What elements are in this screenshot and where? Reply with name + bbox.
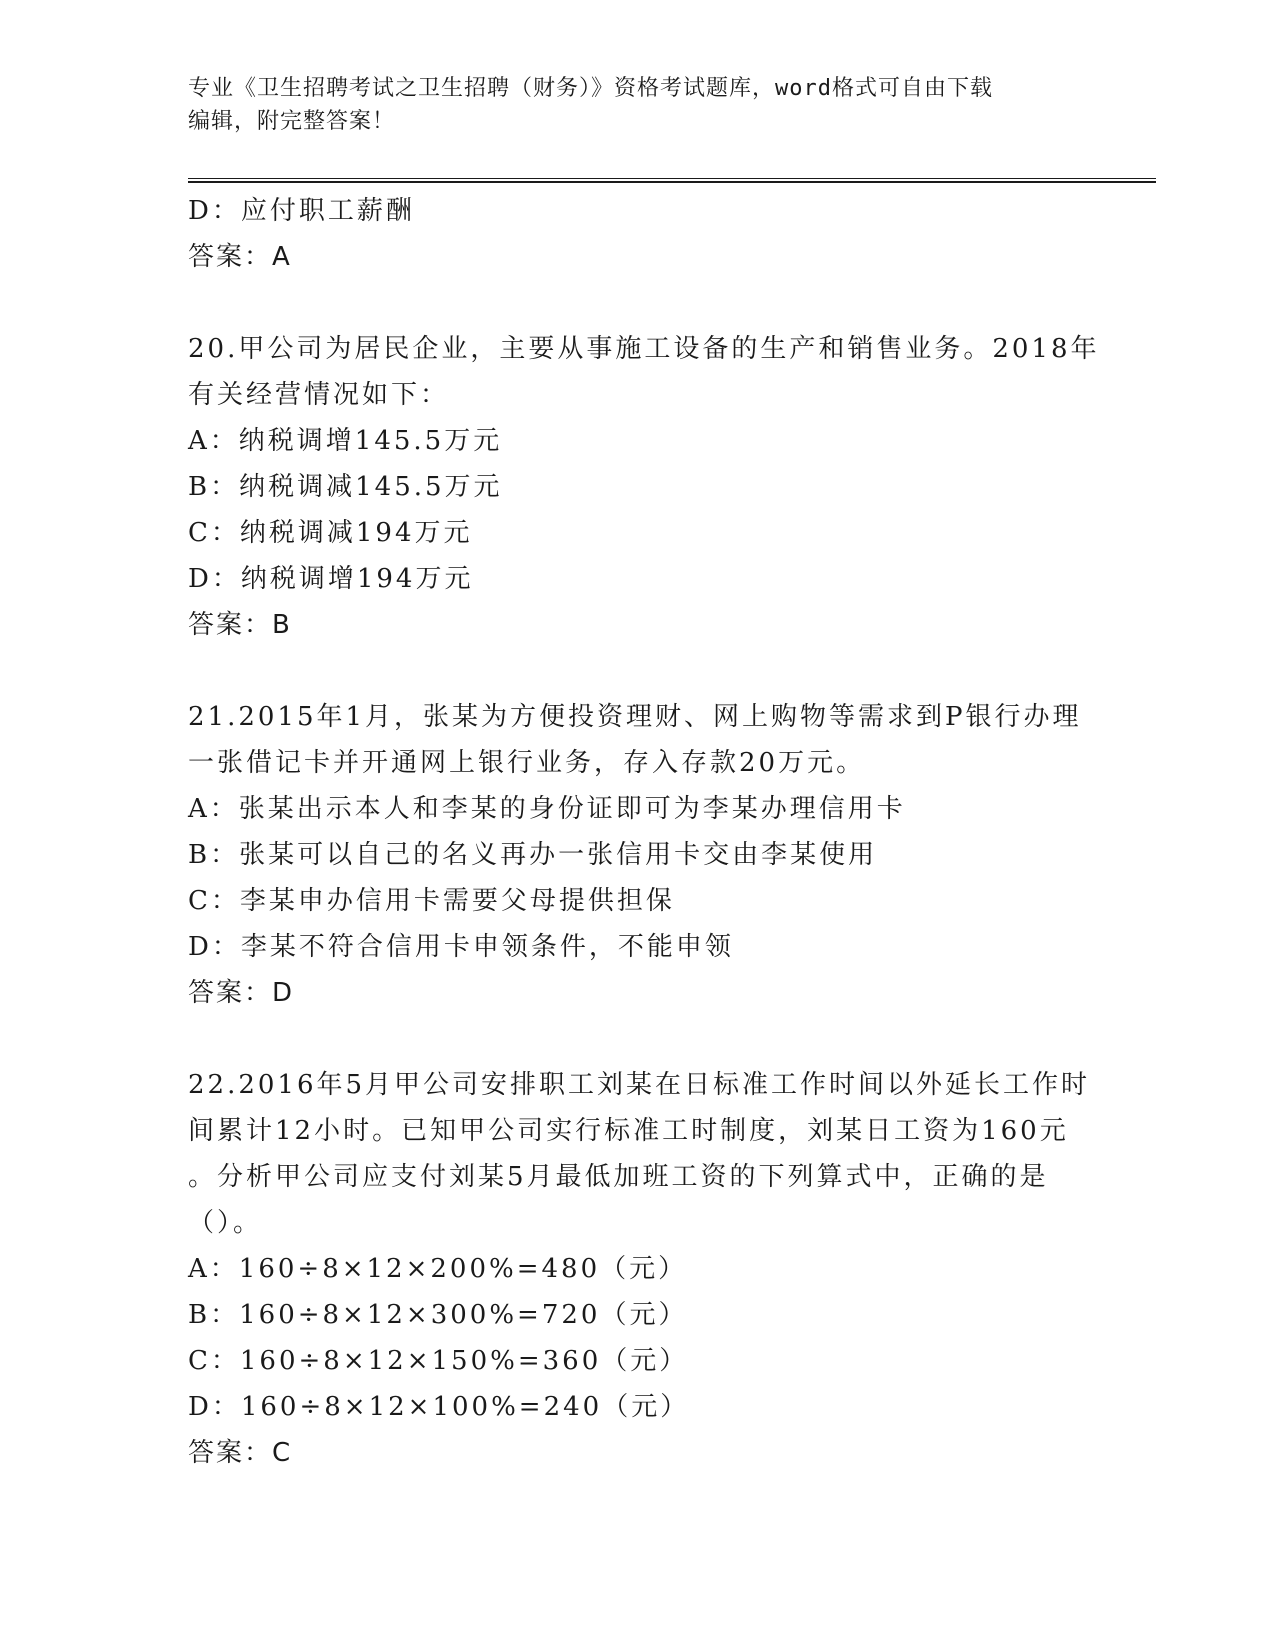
option-c: C：160÷8×12×150%=360（元） — [188, 1346, 689, 1376]
spacer — [188, 648, 1088, 694]
option-b: B：张某可以自己的名义再办一张信用卡交由李某使用 — [188, 840, 878, 870]
spacer — [188, 1016, 1088, 1062]
option-a: A：160÷8×12×200%=480（元） — [188, 1254, 688, 1284]
option-b: B：纳税调减145.5万元 — [188, 472, 503, 502]
question-20 — [188, 326, 1100, 648]
option-d: D：纳税调增194万元 — [188, 564, 474, 594]
answer-line: 答案：C — [188, 1438, 293, 1468]
question-list — [188, 188, 1100, 1476]
option-d: D：应付职工薪酬 — [188, 196, 415, 226]
question-stem: 一张借记卡并开通网上银行业务，存入存款20万元。 — [188, 748, 866, 778]
question-stem: 20.甲公司为居民企业，主要从事施工设备的生产和销售业务。2018年 — [188, 334, 1100, 364]
question-stem: （）。 — [188, 1208, 263, 1238]
question-stem: 21.2015年1月，张某为方便投资理财、网上购物等需求到P银行办理 — [188, 702, 1082, 732]
header-line-2: 编辑，附完整答案！ — [188, 109, 396, 134]
spacer — [188, 280, 1088, 326]
option-d: D：李某不符合信用卡申领条件，不能申领 — [188, 932, 734, 962]
question-stem: 22.2016年5月甲公司安排职工刘某在日标准工作时间以外延长工作时 — [188, 1070, 1091, 1100]
option-c: C：李某申办信用卡需要父母提供担保 — [188, 886, 675, 916]
question-22 — [188, 1062, 1091, 1476]
option-c: C：纳税调减194万元 — [188, 518, 473, 548]
question-stem: 间累计12小时。已知甲公司实行标准工时制度，刘某日工资为160元 — [188, 1116, 1069, 1146]
option-a: A：纳税调增145.5万元 — [188, 426, 503, 456]
question-21 — [188, 694, 1088, 1016]
question-19-tail — [188, 188, 1088, 280]
answer-line: 答案：A — [188, 242, 292, 272]
question-stem: 。分析甲公司应支付刘某5月最低加班工资的下列算式中，正确的是 — [188, 1162, 1049, 1192]
header-line-1: 专业《卫生招聘考试之卫生招聘（财务）》资格考试题库，word格式可自由下载 — [188, 76, 993, 101]
question-stem: 有关经营情况如下： — [188, 380, 450, 410]
header-divider — [188, 178, 1156, 183]
option-d: D：160÷8×12×100%=240（元） — [188, 1392, 690, 1422]
answer-line: 答案：B — [188, 610, 292, 640]
answer-line: 答案：D — [188, 978, 295, 1008]
option-b: B：160÷8×12×300%=720（元） — [188, 1300, 688, 1330]
option-a: A：张某出示本人和李某的身份证即可为李某办理信用卡 — [188, 794, 906, 824]
document-header — [188, 72, 1088, 138]
